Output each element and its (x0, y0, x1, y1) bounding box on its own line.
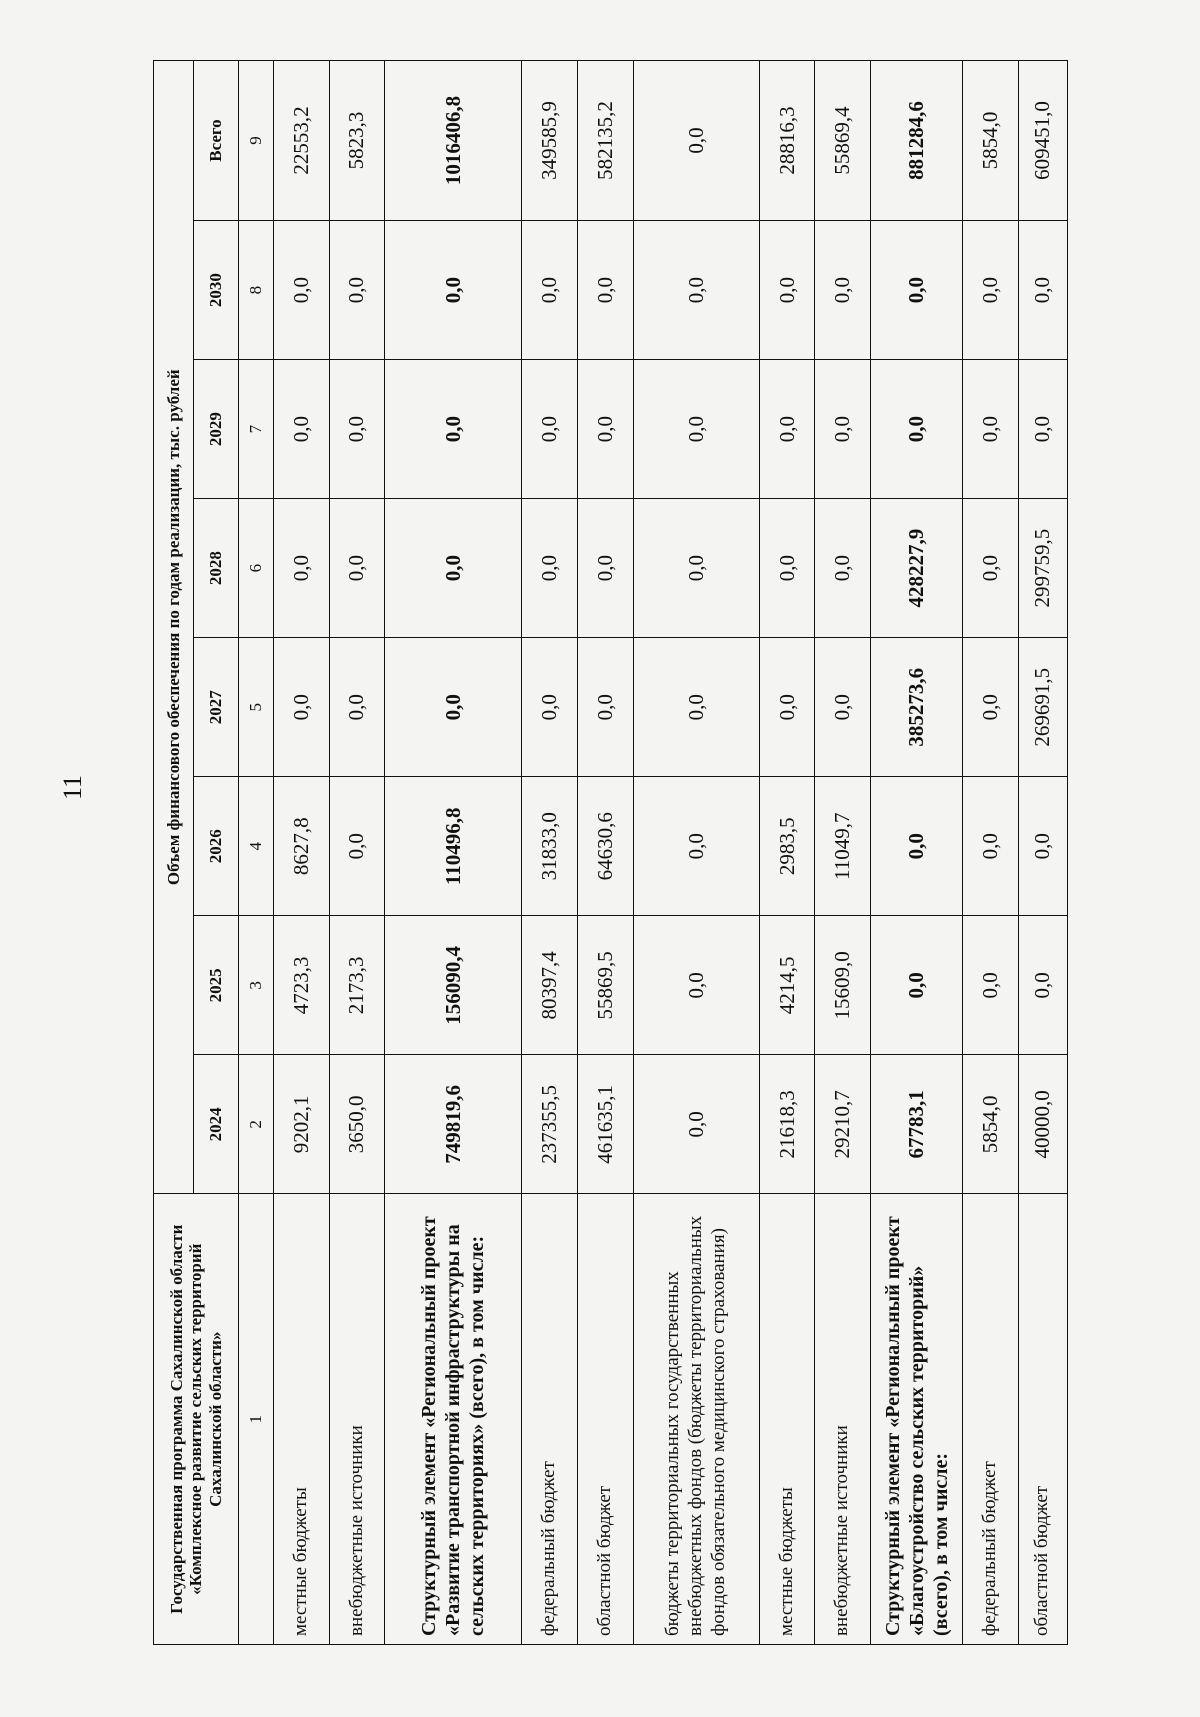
year-header: 2029 (194, 360, 239, 499)
value-cell: 0,0 (963, 499, 1019, 638)
total-cell: 22553,2 (274, 61, 330, 221)
value-cell: 0,0 (963, 638, 1019, 777)
table-row (871, 61, 963, 1645)
value-cell: 0,0 (633, 638, 759, 777)
value-cell: 0,0 (274, 638, 330, 777)
row-label: Структурный элемент «Региональный проект «Развитие транспортной инфраструктуры на сельских территориях» (всего), в том числе: (385, 1194, 522, 1645)
column-number: 5 (239, 638, 274, 777)
value-cell: 0,0 (274, 499, 330, 638)
table-row (385, 61, 522, 1645)
column-number: 4 (239, 777, 274, 916)
row-label: местные бюджеты (274, 1194, 330, 1645)
total-cell: 1016406,8 (385, 61, 522, 221)
column-number: 7 (239, 360, 274, 499)
value-cell: 0,0 (759, 499, 815, 638)
value-cell: 0,0 (871, 221, 963, 360)
column-number: 6 (239, 499, 274, 638)
total-cell: 349585,9 (522, 61, 578, 221)
row-label: областной бюджет (1018, 1194, 1067, 1645)
value-cell: 0,0 (385, 499, 522, 638)
value-cell: 31833,0 (522, 777, 578, 916)
value-cell: 0,0 (1018, 916, 1067, 1055)
year-header: 2028 (194, 499, 239, 638)
value-cell: 40000,0 (1018, 1055, 1067, 1194)
value-cell: 428227,9 (871, 499, 963, 638)
column-number: 8 (239, 221, 274, 360)
value-cell: 0,0 (759, 360, 815, 499)
value-cell: 11049,7 (815, 777, 871, 916)
value-cell: 269691,5 (1018, 638, 1067, 777)
value-cell: 0,0 (815, 221, 871, 360)
value-cell: 0,0 (329, 499, 385, 638)
table-row (633, 61, 759, 1645)
value-cell: 0,0 (815, 360, 871, 499)
year-header: 2027 (194, 638, 239, 777)
value-cell: 0,0 (522, 221, 578, 360)
total-cell: 28816,3 (759, 61, 815, 221)
value-cell: 4214,5 (759, 916, 815, 1055)
value-cell: 9202,1 (274, 1055, 330, 1194)
value-cell: 0,0 (329, 777, 385, 916)
value-cell: 0,0 (577, 499, 633, 638)
value-cell: 3650,0 (329, 1055, 385, 1194)
table-row (522, 61, 578, 1645)
value-cell: 110496,8 (385, 777, 522, 916)
value-cell: 237355,5 (522, 1055, 578, 1194)
value-cell: 0,0 (815, 499, 871, 638)
value-cell: 0,0 (963, 221, 1019, 360)
year-header: 2024 (194, 1055, 239, 1194)
value-cell: 0,0 (385, 221, 522, 360)
row-label: Структурный элемент «Региональный проект «Благоустройство сельских территорий» (всего), в том числе: (871, 1194, 963, 1645)
table-row (759, 61, 815, 1645)
value-cell: 2983,5 (759, 777, 815, 916)
value-cell: 2173,3 (329, 916, 385, 1055)
value-cell: 0,0 (329, 221, 385, 360)
column-number: 1 (239, 1194, 274, 1645)
value-cell: 0,0 (633, 916, 759, 1055)
value-cell: 749819,6 (385, 1055, 522, 1194)
value-cell: 0,0 (522, 499, 578, 638)
value-cell: 0,0 (633, 1055, 759, 1194)
value-cell: 0,0 (577, 360, 633, 499)
row-label: внебюджетные источники (815, 1194, 871, 1645)
row-label: федеральный бюджет (522, 1194, 578, 1645)
total-cell: 609451,0 (1018, 61, 1067, 221)
value-cell: 0,0 (385, 360, 522, 499)
year-header: 2025 (194, 916, 239, 1055)
row-label: областной бюджет (577, 1194, 633, 1645)
value-cell: 0,0 (963, 777, 1019, 916)
rotated-table-container (153, 60, 1068, 1645)
value-cell: 0,0 (577, 638, 633, 777)
column-number: 2 (239, 1055, 274, 1194)
year-header: 2026 (194, 777, 239, 916)
value-cell: 0,0 (871, 777, 963, 916)
finance-header: Объем финансового обеспечения по годам реализации, тыс. рублей (154, 61, 194, 1194)
page-number: 11 (58, 774, 87, 800)
table-row (329, 61, 385, 1645)
total-cell: 5823,3 (329, 61, 385, 221)
table-row (815, 61, 871, 1645)
value-cell: 29210,7 (815, 1055, 871, 1194)
table-row (274, 61, 330, 1645)
value-cell: 0,0 (577, 221, 633, 360)
value-cell: 0,0 (815, 638, 871, 777)
value-cell: 299759,5 (1018, 499, 1067, 638)
table-row (1018, 61, 1067, 1645)
column-number: 9 (239, 61, 274, 221)
row-label: федеральный бюджет (963, 1194, 1019, 1645)
value-cell: 461635,1 (577, 1055, 633, 1194)
value-cell: 80397,4 (522, 916, 578, 1055)
value-cell: 0,0 (274, 360, 330, 499)
budget-table (153, 60, 1068, 1645)
value-cell: 0,0 (963, 360, 1019, 499)
value-cell: 4723,3 (274, 916, 330, 1055)
value-cell: 0,0 (871, 360, 963, 499)
value-cell: 0,0 (522, 638, 578, 777)
value-cell: 8627,8 (274, 777, 330, 916)
value-cell: 156090,4 (385, 916, 522, 1055)
value-cell: 15609,0 (815, 916, 871, 1055)
column-number: 3 (239, 916, 274, 1055)
value-cell: 0,0 (522, 360, 578, 499)
value-cell: 67783,1 (871, 1055, 963, 1194)
year-header: 2030 (194, 221, 239, 360)
total-cell: 881284,6 (871, 61, 963, 221)
value-cell: 5854,0 (963, 1055, 1019, 1194)
row-label: бюджеты территориальных государственных внебюджетных фондов (бюджеты территориальных фондов обязательного медицинского страхования) (633, 1194, 759, 1645)
value-cell: 0,0 (633, 221, 759, 360)
table-body (274, 61, 1068, 1645)
value-cell: 0,0 (329, 360, 385, 499)
total-cell: 5854,0 (963, 61, 1019, 221)
row-label: местные бюджеты (759, 1194, 815, 1645)
total-cell: 55869,4 (815, 61, 871, 221)
value-cell: 0,0 (274, 221, 330, 360)
value-cell: 64630,6 (577, 777, 633, 916)
value-cell: 385273,6 (871, 638, 963, 777)
value-cell: 0,0 (1018, 777, 1067, 916)
value-cell: 0,0 (871, 916, 963, 1055)
value-cell: 0,0 (385, 638, 522, 777)
table-header (154, 61, 274, 1645)
value-cell: 0,0 (1018, 221, 1067, 360)
value-cell: 0,0 (759, 638, 815, 777)
table-row (577, 61, 633, 1645)
total-header: Всего (194, 61, 239, 221)
value-cell: 21618,3 (759, 1055, 815, 1194)
value-cell: 0,0 (329, 638, 385, 777)
program-header: Государственная программа Сахалинской области «Комплексное развитие сельских территорий Сахалинской области» (154, 1194, 239, 1645)
value-cell: 0,0 (633, 777, 759, 916)
value-cell: 0,0 (633, 499, 759, 638)
value-cell: 0,0 (633, 360, 759, 499)
value-cell: 0,0 (759, 221, 815, 360)
total-cell: 582135,2 (577, 61, 633, 221)
value-cell: 0,0 (1018, 360, 1067, 499)
value-cell: 55869,5 (577, 916, 633, 1055)
row-label: внебюджетные источники (329, 1194, 385, 1645)
total-cell: 0,0 (633, 61, 759, 221)
value-cell: 0,0 (963, 916, 1019, 1055)
table-row (963, 61, 1019, 1645)
